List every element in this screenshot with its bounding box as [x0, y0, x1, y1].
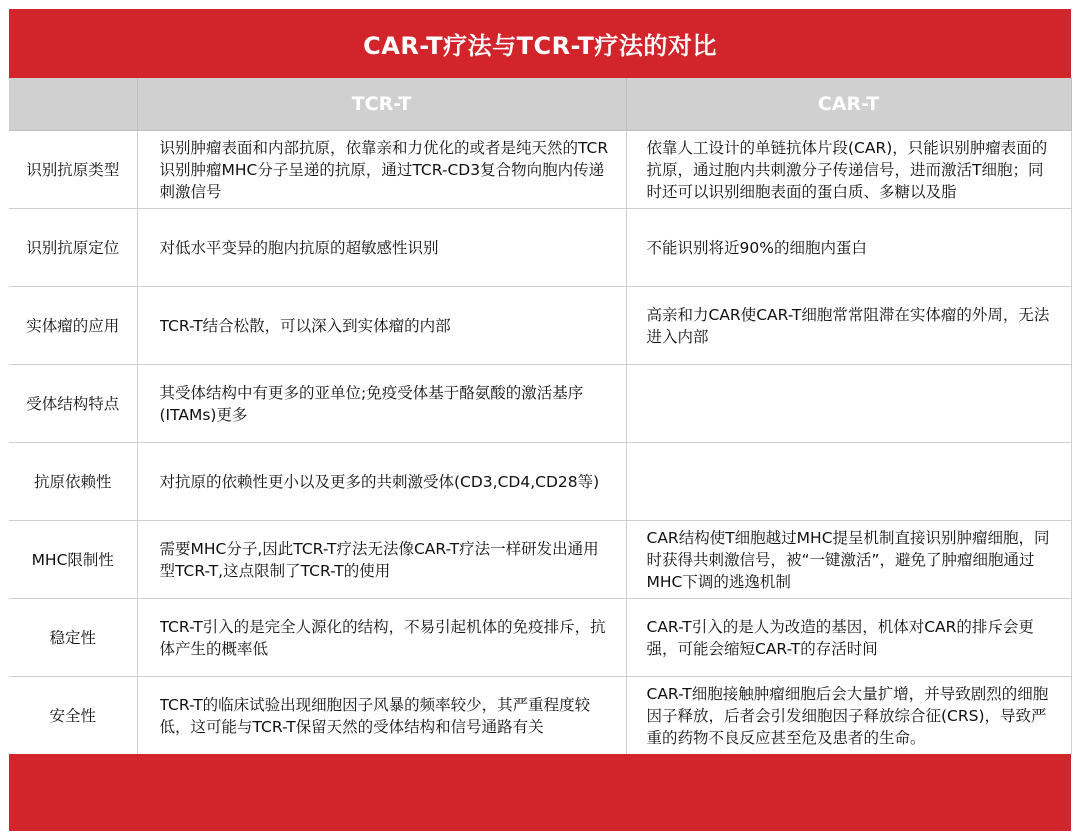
- table-row: [9, 287, 1071, 365]
- row-label: 抗原依赖性: [9, 443, 137, 521]
- table-header-row: [9, 78, 1071, 131]
- tcr-cell-text: 需要MHC分子,因此TCR-T疗法无法像CAR-T疗法一样研发出通用型TCR-T,这点限制了TCR-T的使用: [159, 539, 599, 580]
- row-label: 稳定性: [9, 599, 137, 677]
- tcr-cell: [137, 287, 626, 365]
- table-row: [9, 209, 1071, 287]
- table-row: [9, 443, 1071, 521]
- car-cell: [626, 365, 1071, 443]
- row-label: MHC限制性: [9, 521, 137, 599]
- tcr-cell-text: 识别肿瘤表面和内部抗原，依靠亲和力优化的或者是纯天然的TCR识别肿瘤MHC分子呈递的抗原，通过TCR-CD3复合物向胞内传递刺激信号: [159, 138, 609, 201]
- car-cell: [626, 131, 1071, 209]
- row-label: 实体瘤的应用: [9, 287, 137, 365]
- tcr-cell: [137, 443, 626, 521]
- comparison-table: [9, 78, 1072, 754]
- car-cell: [626, 443, 1071, 521]
- car-cell-text: 高亲和力CAR使CAR-T细胞常常阻滞在实体瘤的外周，无法进入内部: [646, 305, 1050, 346]
- car-cell: [626, 209, 1071, 287]
- tcr-cell: [137, 209, 626, 287]
- tcr-cell-text: 其受体结构中有更多的亚单位;免疫受体基于酪氨酸的激活基序(ITAMs)更多: [159, 383, 584, 424]
- row-label: 识别抗原定位: [9, 209, 137, 287]
- car-cell: [626, 521, 1071, 599]
- row-label: 受体结构特点: [9, 365, 137, 443]
- tcr-cell-text: TCR-T的临床试验出现细胞因子风暴的频率较少，其严重程度较低，这可能与TCR-T保留天然的受体结构和信号通路有关: [159, 695, 591, 736]
- car-cell-text: CAR-T细胞接触肿瘤细胞后会大量扩增，并导致剧烈的细胞因子释放，后者会引发细胞因子释放综合征(CRS)，导致严重的药物不良反应甚至危及患者的生命。: [646, 684, 1049, 747]
- tcr-cell-text: TCR-T结合松散，可以深入到实体瘤的内部: [159, 316, 451, 335]
- row-label: 识别抗原类型: [9, 131, 137, 209]
- car-cell: [626, 599, 1071, 677]
- car-cell-text: CAR结构使T细胞越过MHC提呈机制直接识别肿瘤细胞，同时获得共刺激信号，被“一键激活”，避免了肿瘤细胞通过MHC下调的逃逸机制: [646, 528, 1050, 591]
- comparison-card: [9, 9, 1071, 831]
- tcr-cell: [137, 131, 626, 209]
- page-title: CAR-T疗法与TCR-T疗法的对比: [363, 32, 717, 60]
- table-row: [9, 365, 1071, 443]
- table-row: [9, 677, 1071, 755]
- tcr-cell: [137, 365, 626, 443]
- tcr-cell-text: TCR-T引入的是完全人源化的结构，不易引起机体的免疫排斥，抗体产生的概率低: [159, 617, 606, 658]
- table-row: [9, 521, 1071, 599]
- tcr-cell-text: 对抗原的依赖性更小以及更多的共刺激受体(CD3,CD4,CD28等): [159, 472, 600, 491]
- car-cell-text: 不能识别将近90%的细胞内蛋白: [646, 238, 867, 257]
- tcr-cell: [137, 677, 626, 755]
- row-label: 安全性: [9, 677, 137, 755]
- car-cell-text: 依靠人工设计的单链抗体片段(CAR)，只能识别肿瘤表面的抗原，通过胞内共刺激分子传递信号，进而激活T细胞；同时还可以识别细胞表面的蛋白质、多糖以及脂: [646, 138, 1048, 201]
- table-row: [9, 599, 1071, 677]
- tcr-cell-text: 对低水平变异的胞内抗原的超敏感性识别: [159, 238, 439, 257]
- table-row: [9, 131, 1071, 209]
- header-blank-cell: [9, 78, 137, 131]
- car-cell: [626, 677, 1071, 755]
- header-car-t: CAR-T: [626, 78, 1071, 131]
- car-cell: [626, 287, 1071, 365]
- tcr-cell: [137, 599, 626, 677]
- header-tcr-t: TCR-T: [137, 78, 626, 131]
- car-cell-text: CAR-T引入的是人为改造的基因，机体对CAR的排斥会更强，可能会缩短CAR-T的存活时间: [646, 617, 1034, 658]
- tcr-cell: [137, 521, 626, 599]
